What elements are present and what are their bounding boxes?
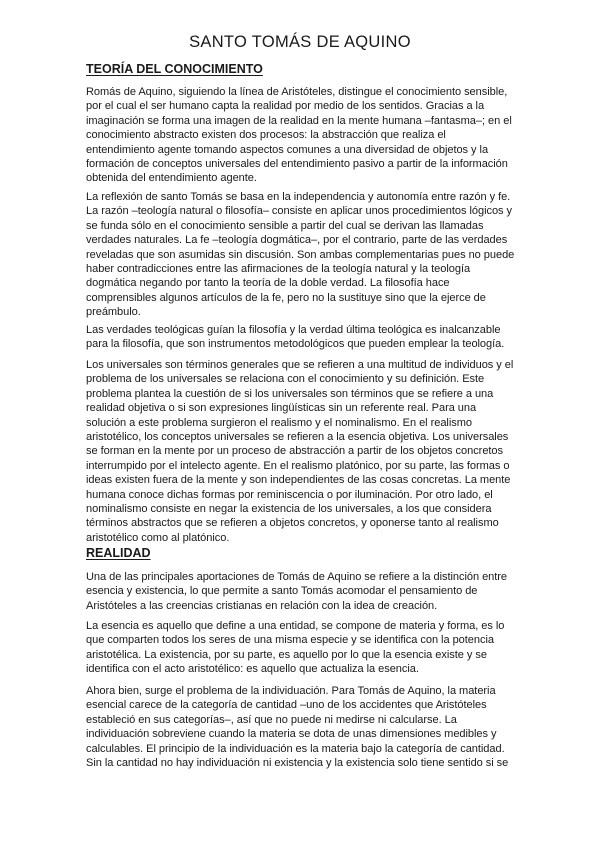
page-title: SANTO TOMÁS DE AQUINO (189, 33, 411, 51)
paragraph: Romás de Aquino, siguiendo la línea de Aristóteles, distingue el conocimiento sensible, por el cual el ser humano capta la realidad por medio de los sentidos. Gracias a la imaginación se forma una imagen de la realidad en la mente humana –fantasma–; en el conocimiento abstracto existen dos procesos: la abstracción que realiza el entendimiento agente tomando aspectos comunes a una diversidad de objetos y la formación de conceptos universales del entendimiento pasivo a partir de la información obtenida del entendimiento agente. (86, 86, 512, 185)
paragraph: Las verdades teológicas guían la filosofía y la verdad última teológica es inalcanzable para la filosofía, que son instrumentos metodológicos que pueden emplear la teología. (86, 324, 505, 351)
section-heading-teoria: TEORÍA DEL CONOCIMIENTO (86, 62, 263, 76)
paragraph: Los universales son términos generales que se refieren a una multitud de individuos y el problema de los universales se relaciona con el conocimiento y su definición. Este problema plantea la cuestión de si los universales son términos que se refiere a una realidad objetiva o si son expresiones lingüísticas sin un referente real. Para una solución a este problema surgieron el realismo y el nominalismo. En el realismo aristotélico, los conceptos universales se refieren a la esencia objetiva. Los universales se forman en la mente por un proceso de abstracción a partir de los objetos concretos interrumpido por el intelecto agente. En el realismo platónico, por su parte, las formas o ideas existen fuera de la mente y son independientes de las cosas concretas. La mente humana conoce dichas formas por reminiscencia o por iluminación. Por otro lado, el nominalismo consiste en negar la existencia de los universales, a los que considera términos abstractos que se refieren a objetos concretos, y oponerse tanto al realismo aristotélico como al platónico. (86, 359, 514, 544)
paragraph: Ahora bien, surge el problema de la individuación. Para Tomás de Aquino, la materia esencial carece de la categoría de cantidad –uno de los accidentes que Aristóteles estableció en sus categorías–, así que no puede ni medirse ni calcularse. La individuación sobreviene cuando la materia se dota de unas dimensiones medibles y calculables. El principio de la individuación es la materia bajo la categoría de cantidad. Sin la cantidad no hay individuación ni existencia y la existencia solo tiene sentido si se (86, 685, 509, 770)
paragraph: Una de las principales aportaciones de Tomás de Aquino se refiere a la distinción entre esencia y existencia, lo que permite a santo Tomás acomodar el pensamiento de Aristóteles a las creencias cristianas en relación con la idea de creación. (86, 571, 508, 612)
paragraph: La reflexión de santo Tomás se basa en la independencia y autonomía entre razón y fe. La razón –teología natural o filosofía– consiste en aplicar unos procedimientos lógicos y se funda sólo en el conocimiento sensible a partir del cual se derivan las llamadas verdades naturales. La fe –teología dogmática–, por el contrario, parte de las verdades reveladas que son asumidas sin discusión. Son ambas complementarias pues no puede haber contradicciones entre las afirmaciones de la teología natural y la teología dogmática negando por tanto la teoría de la doble verdad. La filosofía hace comprensibles algunos artículos de la fe, pero no la sustituye sino que la ejerce de preámbulo. (86, 191, 515, 319)
section-heading-realidad: REALIDAD (86, 546, 151, 560)
paragraph: La esencia es aquello que define a una entidad, se compone de materia y forma, es lo que comparten todos los seres de una misma especie y se identifica con la potencia aristotélica. La existencia, por su parte, es aquello por lo que la esencia existe y se identifica con el acto aristotélico: es aquello que actualiza la esencia. (86, 620, 505, 676)
